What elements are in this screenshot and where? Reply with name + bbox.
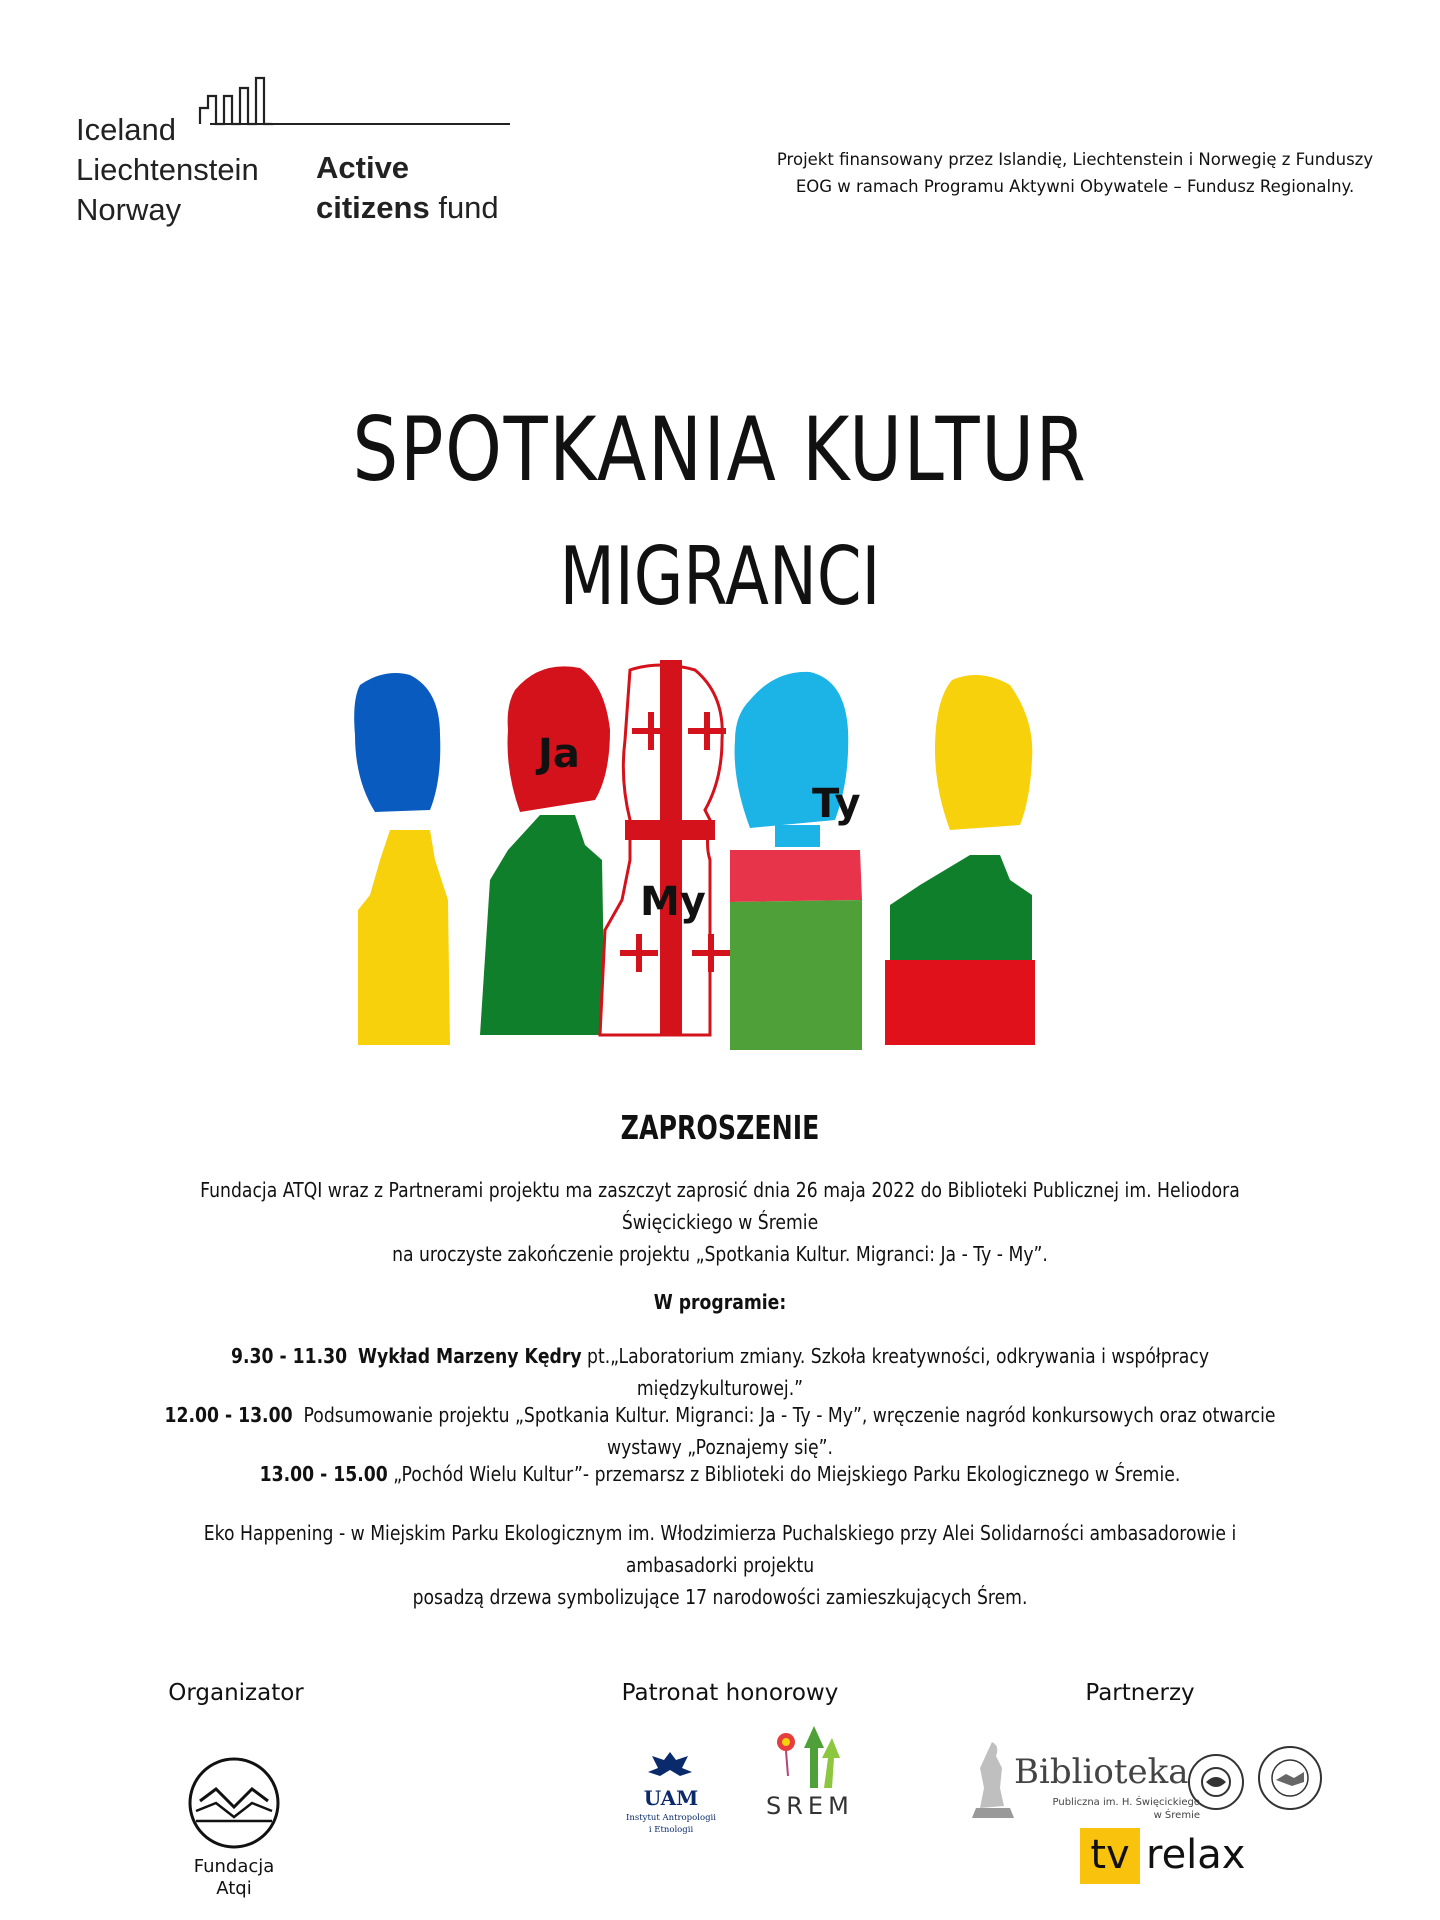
library-subtitle: Publiczna im. H. Święcickiego w Śremie (1052, 1797, 1200, 1821)
invitation-heading: ZAPROSZENIE (620, 1108, 820, 1147)
intro-line2: na uroczyste zakończenie projektu „Spotkania Kultur. Migranci: Ja - Ty - My”. (392, 1242, 1048, 1266)
fund-line1: Active (316, 150, 410, 185)
label-ja: Ja (538, 731, 580, 777)
eea-countries (76, 110, 259, 230)
figure-cyan-green (730, 672, 862, 1050)
intro-line1: Fundacja ATQI wraz z Partnerami projektu ma zaszczyt zaprosić dnia 26 maja 2022 do Biblioteki Publicznej im. Heliodora Święcickiego w Śremie (200, 1178, 1240, 1234)
page-subtitle: MIGRANCI (559, 530, 881, 623)
program-item-1: 9.30 - 11.30 Wykład Marzeny Kędry pt.„Laboratorium zmiany. Szkoła kreatywności, odkrywania i współpracy międzykulturowej.” (230, 1344, 1210, 1400)
society-seal-icon (1256, 1744, 1324, 1812)
tv-relax-wordmark: relax (1146, 1832, 1246, 1878)
invitation-intro (149, 1174, 1291, 1270)
partners-label: Partnerzy (1085, 1680, 1195, 1706)
country-liechtenstein: Liechtenstein (76, 152, 259, 187)
country-iceland: Iceland (76, 112, 176, 147)
eko-happening: Eko Happening - w Miejskim Parku Ekologicznym im. Włodzimierza Puchalskiego przy Alei Solidarności ambasadorowie i ambasadorki projektu posadzą drzewa symbolizujące 17 narodowości zamieszkujących Śrem. (203, 1521, 1237, 1609)
school-seal-icon (1186, 1752, 1246, 1812)
figure-blue-yellow (354, 673, 450, 1045)
fundacja-atqi-logo (186, 1755, 282, 1851)
organizer-label: Organizator (168, 1680, 304, 1706)
patronage-label: Patronat honorowy (621, 1680, 839, 1706)
active-citizens-fund-rule (210, 123, 510, 125)
program-item-2: 12.00 - 13.00 Podsumowanie projektu „Spotkania Kultur. Migranci: Ja - Ty - My”, wręczenie nagród konkursowych oraz otwarcie wystawy „Poznajemy się”. (164, 1403, 1276, 1459)
uam-institute-name: Instytut Antropologii i Etnologii (626, 1813, 716, 1835)
tv-relax-tv-box: tv (1080, 1828, 1140, 1884)
program-item-3: 13.00 - 15.00 „Pochód Wielu Kultur”- przemarsz z Biblioteki do Miejskiego Parku Ekologicznego w Śremie. (259, 1462, 1181, 1486)
fund-line2: citizens fund (316, 190, 499, 225)
page-title: SPOTKANIA KULTUR (352, 398, 1088, 501)
srem-wordmark: SREM (766, 1792, 854, 1820)
library-statue-icon (970, 1738, 1014, 1820)
active-citizens-fund-logo-mark (196, 74, 316, 126)
active-citizens-fund-wordmark (316, 148, 499, 228)
srem-logo-icon (766, 1718, 846, 1790)
figure-georgia (600, 660, 730, 1035)
migrants-illustration (330, 660, 1070, 1060)
fundacja-atqi-name: Fundacja Atqi (193, 1856, 275, 1899)
library-title: Biblioteka (1014, 1752, 1189, 1792)
country-norway: Norway (76, 192, 182, 227)
program-heading: W programie: (653, 1290, 787, 1314)
uam-wordmark: UAM (643, 1786, 699, 1810)
funding-note: Projekt finansowany przez Islandię, Liechtenstein i Norwegię z Funduszy EOG w ramach Programu Aktywni Obywatele – Fundusz Regionalny. (776, 150, 1374, 196)
figure-yellow-green-red (885, 675, 1035, 1045)
label-my: My (640, 879, 706, 925)
figure-red-green (480, 666, 610, 1035)
label-ty: Ty (812, 781, 861, 827)
